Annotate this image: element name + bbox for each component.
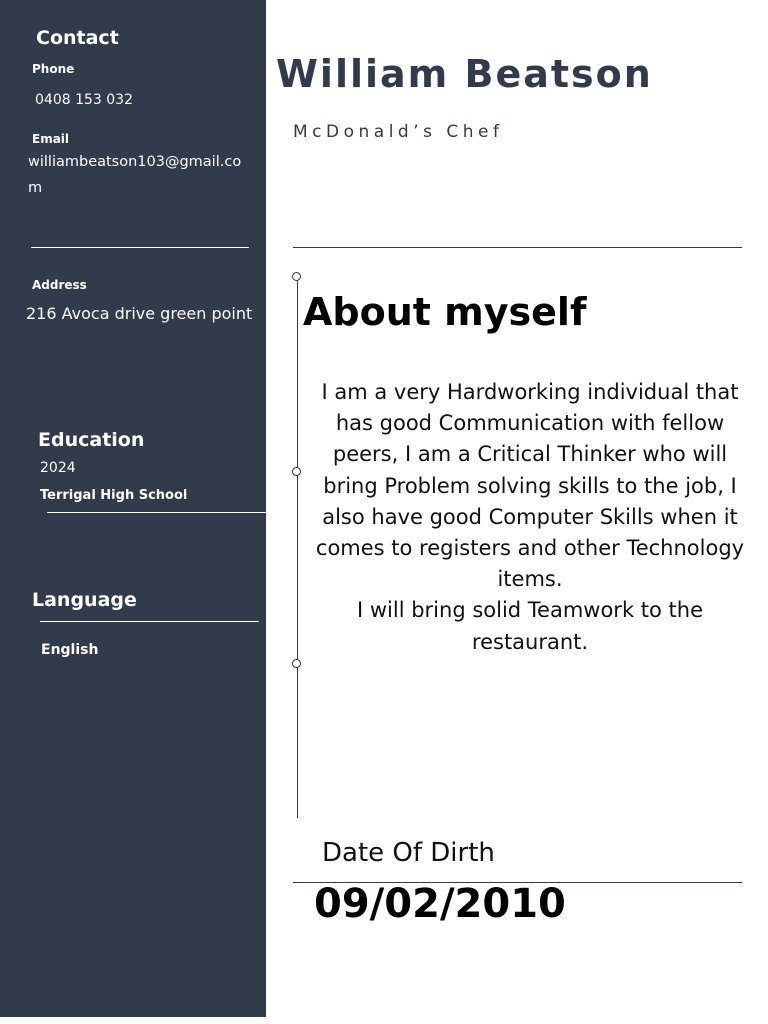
email-value-line2: m	[28, 180, 43, 196]
language-heading: Language	[32, 589, 137, 611]
education-heading: Education	[38, 429, 145, 451]
phone-label: Phone	[32, 62, 75, 76]
email-label: Email	[32, 132, 70, 146]
education-year: 2024	[40, 460, 76, 476]
sidebar	[0, 0, 266, 1017]
education-school: Terrigal High School	[40, 488, 188, 503]
candidate-role: McDonald’s Chef	[293, 122, 504, 142]
contact-divider	[31, 247, 249, 248]
timeline-dot	[292, 272, 301, 281]
address-label: Address	[32, 278, 87, 292]
education-divider	[47, 512, 266, 513]
contact-heading: Contact	[36, 27, 119, 49]
about-body: I am a very Hardworking individual that has good Communication with fellow peers, I am a Critical Thinker who will bring Problem solving skills to the job, I also have good Computer Skills when it comes to registers and other Technology items. I will bring solid Teamwork to the restaurant.	[315, 380, 745, 654]
phone-value: 0408 153 032	[35, 92, 133, 108]
address-value: 216 Avoca drive green point	[26, 304, 253, 323]
email-value-line1: williambeatson103@gmail.co	[28, 154, 242, 170]
language-divider	[40, 621, 259, 622]
candidate-name: William Beatson	[276, 52, 653, 96]
timeline-dot	[292, 659, 301, 668]
header-divider	[293, 247, 742, 248]
about-title: About myself	[303, 290, 587, 334]
language-item: English	[41, 642, 99, 658]
dob-value: 09/02/2010	[314, 881, 566, 927]
dob-label: Date Of Dirth	[322, 838, 495, 868]
